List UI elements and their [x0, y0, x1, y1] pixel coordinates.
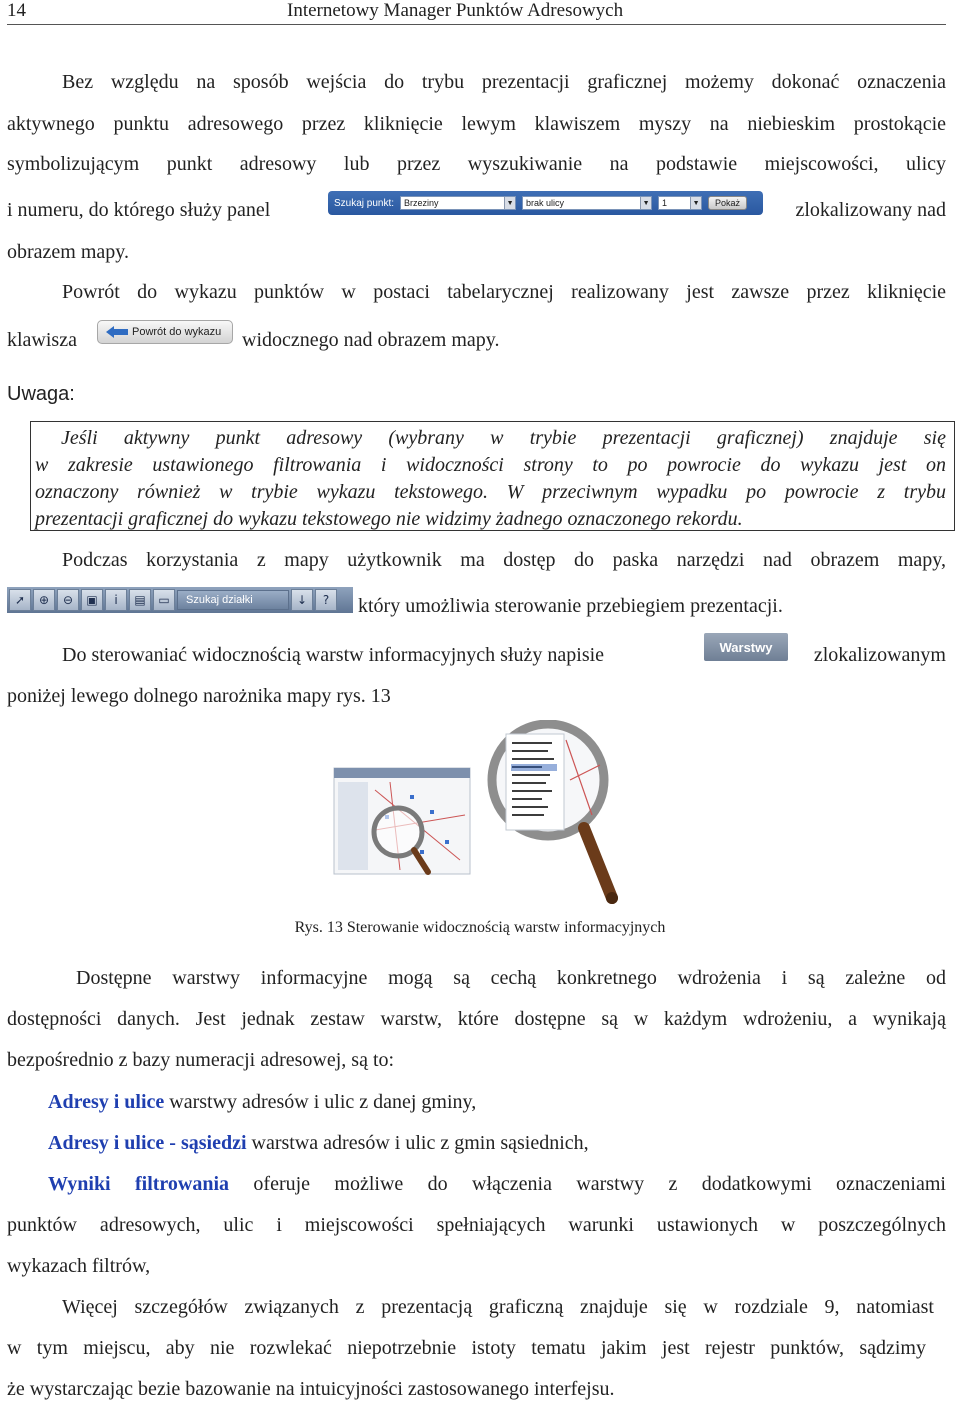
paragraph-line: Bez względu na sposób wejścia do trybu prezentacji graficznej możemy dokonać oznaczenia	[62, 71, 946, 93]
paragraph-line: wykazach filtrów,	[7, 1255, 151, 1277]
printer-icon[interactable]: ▭	[153, 589, 175, 611]
paragraph-line: i numeru, do którego służy panel	[7, 199, 271, 221]
note-line: prezentacji graficznej do wykazu tekstowego nie widzimy żadnego oznaczonego rekordu.	[35, 508, 743, 530]
info-icon[interactable]: i	[105, 589, 127, 611]
paragraph-line: bezpośrednio z bazy numeracji adresowej, są to:	[7, 1049, 395, 1071]
list-desc: warstwy adresów i ulic z danej gminy,	[164, 1091, 477, 1113]
back-button-label: Powrót do wykazu	[132, 326, 222, 338]
note-line: oznaczony również w trybie wykazu tekstowego. W przeciwnym wypadku po powrocie z trybu	[35, 481, 946, 503]
show-button[interactable]: Pokaż	[708, 196, 747, 210]
city-value: Brzeziny	[404, 198, 439, 208]
list-term: Adresy i ulice - sąsiedzi	[48, 1132, 247, 1154]
note-heading: Uwaga:	[7, 383, 75, 405]
pointer-icon[interactable]: ➚	[9, 589, 31, 611]
back-to-list-button[interactable]	[97, 320, 233, 344]
note-line: w zakresie ustawionego filtrowania i widoczności strony to po powrocie do wykazu jest on	[35, 454, 946, 476]
page-number: 14	[7, 0, 26, 21]
figure-image	[330, 720, 630, 910]
paragraph-line: w tym miejscu, aby nie rozwlekać niepotrzebnie istoty tematu jakim jest rejestr punktów, sądzimy	[7, 1337, 926, 1359]
search-panel-image	[328, 191, 763, 215]
paragraph-line: punktów adresowych, ulic i miejscowości spełniających warunki ustawionych w poszczególnych	[7, 1214, 946, 1236]
chevron-down-icon: ▼	[504, 197, 515, 209]
list-item	[48, 1131, 946, 1155]
note-line: Jeśli aktywny punkt adresowy (wybrany w trybie prezentacji graficznej) znajduje się	[61, 427, 946, 449]
paragraph-line: Podczas korzystania z mapy użytkownik ma dostęp do paska narzędzi nad obrazem mapy,	[62, 549, 946, 571]
paragraph-line: Dostępne warstwy informacyjne mogą są cechą konkretnego wdrożenia i są zależne od	[76, 967, 946, 989]
list-term: Adresy i ulice	[48, 1091, 165, 1113]
paragraph-line: obrazem mapy.	[7, 241, 129, 263]
back-button-image	[97, 320, 233, 344]
zoom-in-icon[interactable]: ⊕	[33, 589, 55, 611]
chevron-down-icon: ▼	[690, 197, 701, 209]
paragraph-line: zlokalizowany nad	[795, 199, 946, 221]
download-icon[interactable]: ↓	[291, 589, 313, 611]
list-item	[48, 1090, 946, 1114]
document-title: Internetowy Manager Punktów Adresowych	[287, 0, 624, 21]
print-icon[interactable]: ▤	[129, 589, 151, 611]
paragraph-line: zlokalizowanym	[813, 644, 946, 666]
help-icon[interactable]: ?	[315, 589, 337, 611]
paragraph-line: aktywnego punktu adresowego przez kliknięcie lewym klawiszem myszy na niebieskim prostokącie	[7, 113, 946, 135]
paragraph-line: Do sterowaniać widocznością warstw informacyjnych służy napisie	[62, 644, 605, 666]
street-value: brak ulicy	[526, 198, 565, 208]
search-panel	[328, 191, 763, 215]
paragraph-line: widocznego nad obrazem mapy.	[242, 329, 500, 351]
layers-label-image	[704, 633, 788, 661]
page-header	[7, 0, 946, 25]
paragraph-line: że wystarczając bezie bazowanie na intuicyjności zastosowanego interfejsu.	[7, 1378, 615, 1400]
paragraph-line: symbolizującym punkt adresowy lub przez wyszukiwanie na podstawie miejscowości, ulicy	[7, 153, 946, 175]
zoom-extent-icon[interactable]: ▣	[81, 589, 103, 611]
paragraph-line: dostępności danych. Jest jednak zestaw warstw, które dostępne są w każdym wdrożeniu, a wynikają	[7, 1008, 946, 1030]
chevron-down-icon: ▼	[640, 197, 651, 209]
map-toolbar-image	[7, 587, 353, 613]
list-term: Wyniki filtrowania	[48, 1173, 230, 1195]
paragraph-line: Powrót do wykazu punktów w postaci tabelarycznej realizowany jest zawsze przez kliknięcie	[62, 281, 946, 303]
number-select[interactable]	[658, 196, 702, 210]
arrow-left-icon	[106, 326, 128, 338]
search-parcel-button[interactable]: Szukaj działki	[177, 590, 289, 610]
list-desc: warstwa adresów i ulic z gmin sąsiednich,	[246, 1132, 589, 1154]
list-item	[48, 1172, 946, 1196]
list-desc: oferuje możliwe do włączenia warstwy z dodatkowymi oznaczeniami	[229, 1173, 946, 1195]
street-select[interactable]	[522, 196, 652, 210]
paragraph-line: poniżej lewego dolnego narożnika mapy rys. 13	[7, 685, 391, 707]
search-panel-label: Szukaj punkt:	[334, 197, 395, 209]
map-toolbar	[7, 587, 353, 613]
layers-button[interactable]: Warstwy	[704, 633, 788, 661]
paragraph-line: który umożliwia sterowanie przebiegiem prezentacji.	[358, 595, 783, 617]
city-select[interactable]	[400, 196, 516, 210]
magnifier-illustration	[330, 720, 630, 910]
paragraph-line: klawisza	[7, 329, 77, 351]
figure-caption: Rys. 13 Sterowanie widocznością warstw informacyjnych	[294, 919, 666, 936]
number-value: 1	[662, 198, 668, 208]
zoom-out-icon[interactable]: ⊖	[57, 589, 79, 611]
note-box	[30, 421, 955, 531]
paragraph-line: Więcej szczegółów związanych z prezentacją graficzną znajduje się w rozdziale 9, natomiast	[62, 1296, 934, 1318]
